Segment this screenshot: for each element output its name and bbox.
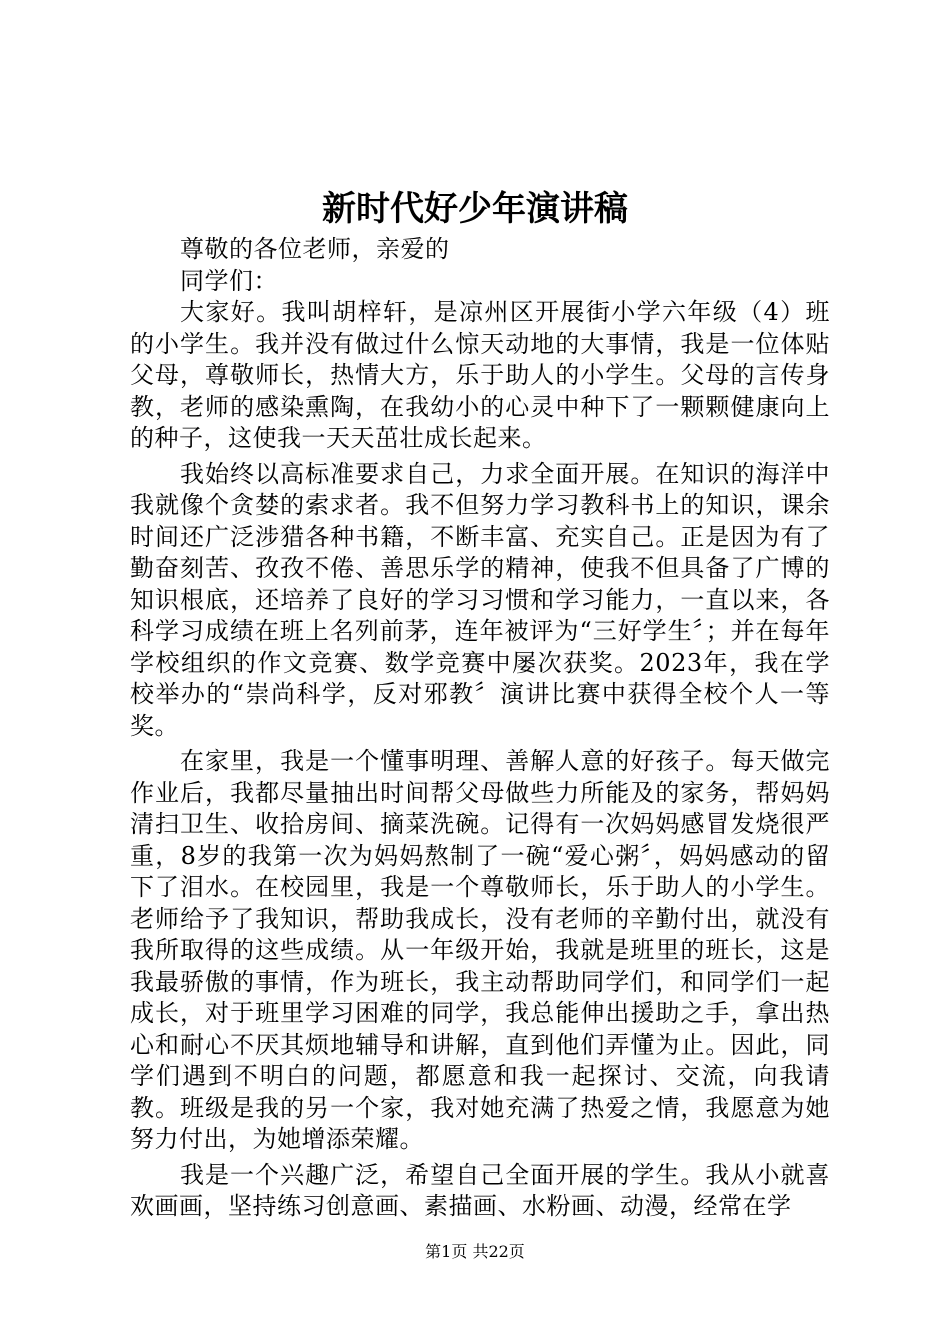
paragraph-home-school: 在家里，我是一个懂事明理、善解人意的好孩子。每天做完作业后，我都尽量抽出时间帮父母做些力所能及的家务，帮妈妈清扫卫生、收拾房间、摘菜洗碗。记得有一次妈妈感冒发烧很严重，8岁的我第一次为妈妈熬制了一碗“爱心粥〞，妈妈感动的留下了泪水。在校园里，我是一个尊敬师长，乐于助人的小学生。老师给予了我知识，帮助我成长，没有老师的辛勤付出，就没有我所取得的这些成绩。从一年级开始，我就是班里的班长，这是我最骄傲的事情，作为班长，我主动帮助同学们，和同学们一起成长，对于班里学习困难的同学，我总能伸出援助之手，拿出热心和耐心不厌其烦地辅导和讲解，直到他们弄懂为止。因此，同学们遇到不明白的问题，都愿意和我一起探讨、交流，向我请教。班级是我的另一个家，我对她充满了热爱之情，我愿意为她努力付出，为她增添荣耀。	[130, 747, 830, 1153]
document-title: 新时代好少年演讲稿	[322, 189, 628, 229]
paragraph-intro: 大家好。我叫胡梓轩，是凉州区开展街小学六年级（4）班的小学生。我并没有做过什么惊天动地的大事情，我是一位体贴父母，尊敬师长，热情大方，乐于助人的小学生。父母的言传身教，老师的感染熏陶，在我幼小的心灵中种下了一颗颗健康向上的种子，这使我一天天茁壮成长起来。	[130, 298, 830, 452]
greeting-line-1: 尊敬的各位老师，亲爱的	[180, 235, 450, 263]
document-body	[130, 234, 830, 1223]
greeting-line-2: 同学们：	[180, 266, 278, 295]
paragraph-interests: 我是一个兴趣广泛，希望自己全面开展的学生。我从小就喜欢画画，坚持练习创意画、素描画、水粉画、动漫，经常在学	[130, 1160, 830, 1220]
page-footer: 第1页 共22页	[425, 1242, 525, 1261]
paragraph-study: 我始终以高标准要求自己，力求全面开展。在知识的海洋中我就像个贪婪的索求者。我不但努力学习教科书上的知识，课余时间还广泛涉猎各种书籍，不断丰富、充实自己。正是因为有了勤奋刻苦、孜孜不倦、善思乐学的精神，使我不但具备了广博的知识根底，还培养了良好的学习习惯和学习能力，一直以来，各科学习成绩在班上名列前茅，连年被评为“三好学生〞；并在每年学校组织的作文竞赛、数学竞赛中屡次获奖。2023年，我在学校举办的“崇尚科学，反对邪教〞演讲比赛中获得全校个人一等奖。	[130, 459, 830, 740]
